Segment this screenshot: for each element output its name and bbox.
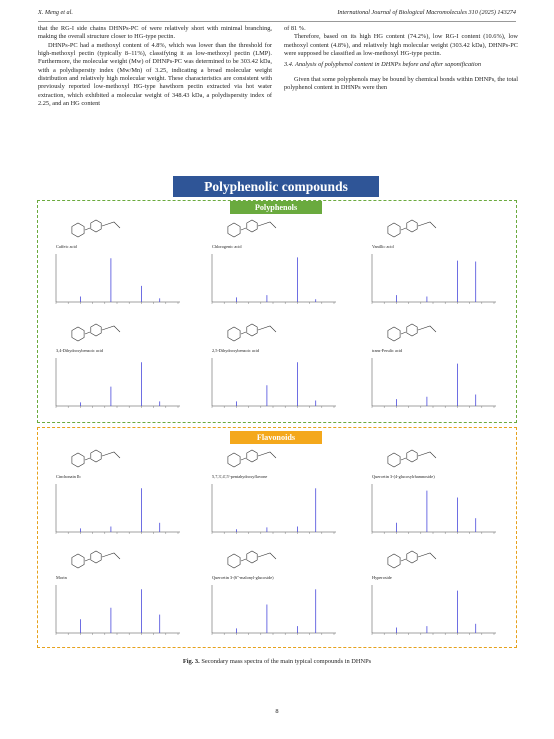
mass-spectrum bbox=[202, 356, 340, 414]
compound-name: Morin bbox=[56, 575, 67, 580]
spectrum-axes bbox=[372, 585, 496, 633]
header-rule bbox=[38, 21, 516, 22]
spectrum-axes bbox=[56, 484, 180, 532]
molecular-structure bbox=[218, 318, 288, 350]
caption-label: Fig. 3. bbox=[182, 658, 200, 665]
compound-cell bbox=[360, 318, 508, 416]
mass-spectrum bbox=[46, 356, 184, 414]
structure-bonds bbox=[72, 324, 120, 341]
molecular-structure bbox=[378, 214, 448, 246]
spectrum-axes bbox=[212, 254, 336, 302]
molecular-structure bbox=[218, 545, 288, 577]
compound-name: Caffeic acid bbox=[56, 244, 77, 249]
mass-spectrum bbox=[46, 583, 184, 641]
structure-bonds bbox=[228, 450, 276, 467]
structure-bonds bbox=[228, 324, 276, 341]
compound-name: Quercetin 3-(6''-malonyl-glucoside) bbox=[212, 575, 274, 580]
structure-bonds bbox=[388, 551, 436, 568]
structure-bonds bbox=[228, 551, 276, 568]
compound-cell bbox=[200, 318, 348, 416]
flavonoids-label: Flavonoids bbox=[230, 431, 322, 444]
compound-name: Hyperoside bbox=[372, 575, 392, 580]
compound-name: 3,4-Dihydroxybenzoic acid bbox=[56, 348, 104, 353]
right-paragraph-3: Given that some polyphenols may be bound by chemical bonds within DHNPs, the total polyphenol content in DHNPs were then bbox=[284, 75, 518, 92]
compound-cell bbox=[200, 214, 348, 312]
molecular-structure bbox=[378, 444, 448, 476]
figure-banner: Polyphenolic compounds bbox=[173, 176, 379, 197]
section-heading: 3.4. Analysis of polyphenol content in DHNPs before and after saponification bbox=[284, 61, 481, 69]
compound-name: Chlorogenic acid bbox=[212, 244, 242, 249]
molecular-structure bbox=[62, 318, 132, 350]
compound-cell bbox=[44, 318, 192, 416]
structure-bonds bbox=[72, 551, 120, 568]
caption-text: Secondary mass spectra of the main typical compounds in DHNPs bbox=[201, 658, 372, 665]
spectrum-axes bbox=[372, 358, 496, 406]
compound-cell bbox=[44, 444, 192, 542]
compound-cell bbox=[200, 444, 348, 542]
molecular-structure bbox=[62, 214, 132, 246]
running-header bbox=[38, 9, 516, 21]
figure-caption bbox=[0, 658, 554, 665]
mass-spectrum bbox=[362, 356, 500, 414]
spectrum-axes bbox=[372, 254, 496, 302]
mass-spectrum bbox=[46, 252, 184, 310]
compound-name: 2,5-Dihydroxybenzoic acid bbox=[212, 348, 260, 353]
molecular-structure bbox=[218, 444, 288, 476]
mass-spectrum bbox=[362, 252, 500, 310]
molecular-structure bbox=[62, 545, 132, 577]
compound-cell bbox=[44, 545, 192, 643]
molecular-structure bbox=[378, 318, 448, 350]
structure-bonds bbox=[388, 324, 436, 341]
spectrum-axes bbox=[212, 484, 336, 532]
right-paragraph-2: Therefore, based on its high HG content (74.2%), low RG-I content (10.6%), low methoxyl content (4.8%), and relatively high molecular weight (303.42 kDa), DHNPs-PC were supposed be classified as low-methoxyl HG-type pectin. bbox=[284, 33, 518, 58]
page-number: 8 bbox=[275, 708, 279, 715]
mass-spectrum bbox=[202, 583, 340, 641]
left-paragraph-2: DHNPs-PC had a methoxyl content of 4.8%, which was lower than the threshold for high-methoxyl pectin (typically 8–11%), classifying it as low-methoxyl pectin (LMP). Furthermore, the molecular weight (Mw) of DHNPs-PC was determined to be 303.42 kDa, with a polydispersity index (Mw/Mn) of 3.25, indicating a broad molecular weight distribution and relatively high molecular weight. These characteristics are consistent with previously reported low-methoxyl HG-type hawthorn pectin extracted via hot water extraction, which exhibited a molecular weight of 348.43 kDa, a polydispersity index of 2.25, and an HG content bbox=[38, 41, 272, 108]
spectrum-axes bbox=[212, 585, 336, 633]
header-authors: X. Meng et al. bbox=[38, 9, 73, 16]
mass-spectrum bbox=[202, 252, 340, 310]
spectrum-axes bbox=[56, 585, 180, 633]
right-column bbox=[284, 25, 518, 92]
molecular-structure bbox=[378, 545, 448, 577]
structure-bonds bbox=[388, 220, 436, 237]
compound-cell bbox=[44, 214, 192, 312]
mass-spectrum bbox=[202, 482, 340, 540]
compound-name: Cinchonain Ib bbox=[56, 474, 81, 479]
mass-spectrum bbox=[362, 482, 500, 540]
spectrum-axes bbox=[56, 254, 180, 302]
compound-cell bbox=[360, 214, 508, 312]
compound-name: trans-Ferulic acid bbox=[372, 348, 403, 353]
compound-name: Vanillic acid bbox=[372, 244, 394, 249]
structure-bonds bbox=[228, 220, 276, 237]
mass-spectrum bbox=[362, 583, 500, 641]
header-journal: International Journal of Biological Macromolecules 310 (2025) 143274 bbox=[337, 9, 516, 16]
structure-bonds bbox=[72, 220, 120, 237]
molecular-structure bbox=[218, 214, 288, 246]
spectrum-axes bbox=[56, 358, 180, 406]
molecular-structure bbox=[62, 444, 132, 476]
mass-spectrum bbox=[46, 482, 184, 540]
left-column bbox=[38, 25, 272, 108]
compound-name: Quercetin 3-(4-glucosylrhamnoside) bbox=[372, 474, 435, 479]
structure-bonds bbox=[72, 450, 120, 467]
structure-bonds bbox=[388, 450, 436, 467]
compound-cell bbox=[360, 444, 508, 542]
spectrum-axes bbox=[372, 484, 496, 532]
compound-name: 5,7,3',4',5'-pentahydroxyflavone bbox=[212, 474, 268, 479]
right-paragraph-1: of 81 %. bbox=[284, 25, 306, 32]
compound-cell bbox=[200, 545, 348, 643]
spectrum-axes bbox=[212, 358, 336, 406]
polyphenols-label: Polyphenols bbox=[230, 201, 322, 214]
left-paragraph-1: that the RG-I side chains DHNPs-PC of were relatively short with minimal branching, making the overall structure closer to HG-type pectin. bbox=[38, 25, 272, 41]
compound-cell bbox=[360, 545, 508, 643]
